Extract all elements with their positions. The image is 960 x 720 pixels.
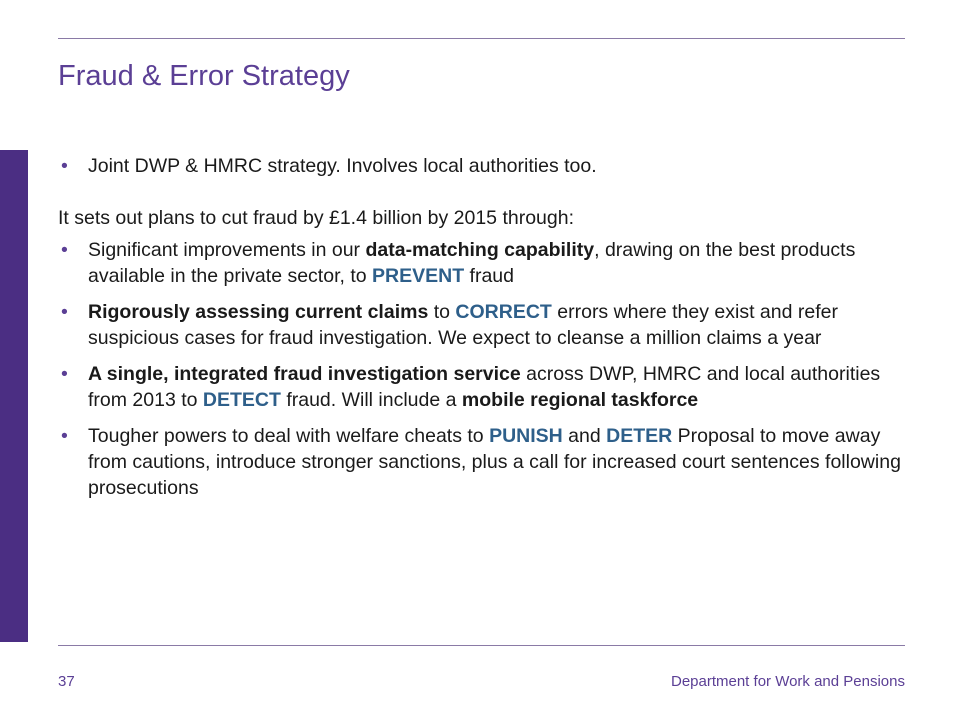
keyword-detect: DETECT (202, 389, 281, 411)
bullet-text: fraud. Will include a (280, 389, 462, 411)
bullet-list (58, 237, 908, 501)
bullet-text: and (562, 425, 607, 447)
page-number: 37 (58, 673, 75, 690)
side-accent-bar (0, 150, 28, 642)
bullet-item-correct (58, 299, 908, 351)
bullet-text: Significant improvements in our (88, 239, 366, 261)
bullet-emphasis: data-matching capability (365, 239, 595, 261)
bullet-text: to (428, 301, 456, 323)
bottom-divider (58, 645, 905, 646)
bullet-item-detect (58, 361, 908, 413)
bullet-text: fraud (464, 265, 514, 287)
bullet-emphasis: mobile regional taskforce (461, 389, 699, 411)
bullet-text: errors where they exist and refer suspicious cases for fraud investigation. We expect to cleanse a million claims a year (88, 301, 838, 349)
intro-paragraph: It sets out plans to cut fraud by £1.4 billion by 2015 through: (58, 207, 574, 229)
intro-bullet: • Joint DWP & HMRC strategy. Involves local authorities too. (58, 153, 908, 179)
slide-title: Fraud & Error Strategy (58, 60, 350, 92)
keyword-punish: PUNISH (489, 425, 563, 447)
bullet-text: , drawing on the best products available in the private sector, to (88, 239, 856, 287)
bullet-text: Tougher powers to deal with welfare cheats to (88, 425, 490, 447)
bullet-item-punish-deter (58, 423, 908, 501)
slide-body (58, 153, 908, 511)
keyword-deter: DETER (606, 425, 673, 447)
bullet-emphasis: Rigorously assessing current claims (88, 301, 429, 323)
top-divider (58, 38, 905, 39)
bullet-emphasis: A single, integrated fraud investigation service (88, 363, 521, 385)
bullet-text: across DWP, HMRC and local authorities from 2013 to (88, 363, 881, 411)
department-name: Department for Work and Pensions (670, 673, 905, 690)
keyword-prevent: PREVENT (372, 265, 465, 287)
keyword-correct: CORRECT (455, 301, 552, 323)
bullet-item-prevent (58, 237, 908, 289)
bullet-text: Proposal to move away from cautions, introduce stronger sanctions, plus a call for increased court sentences following prosecutions (88, 425, 901, 499)
